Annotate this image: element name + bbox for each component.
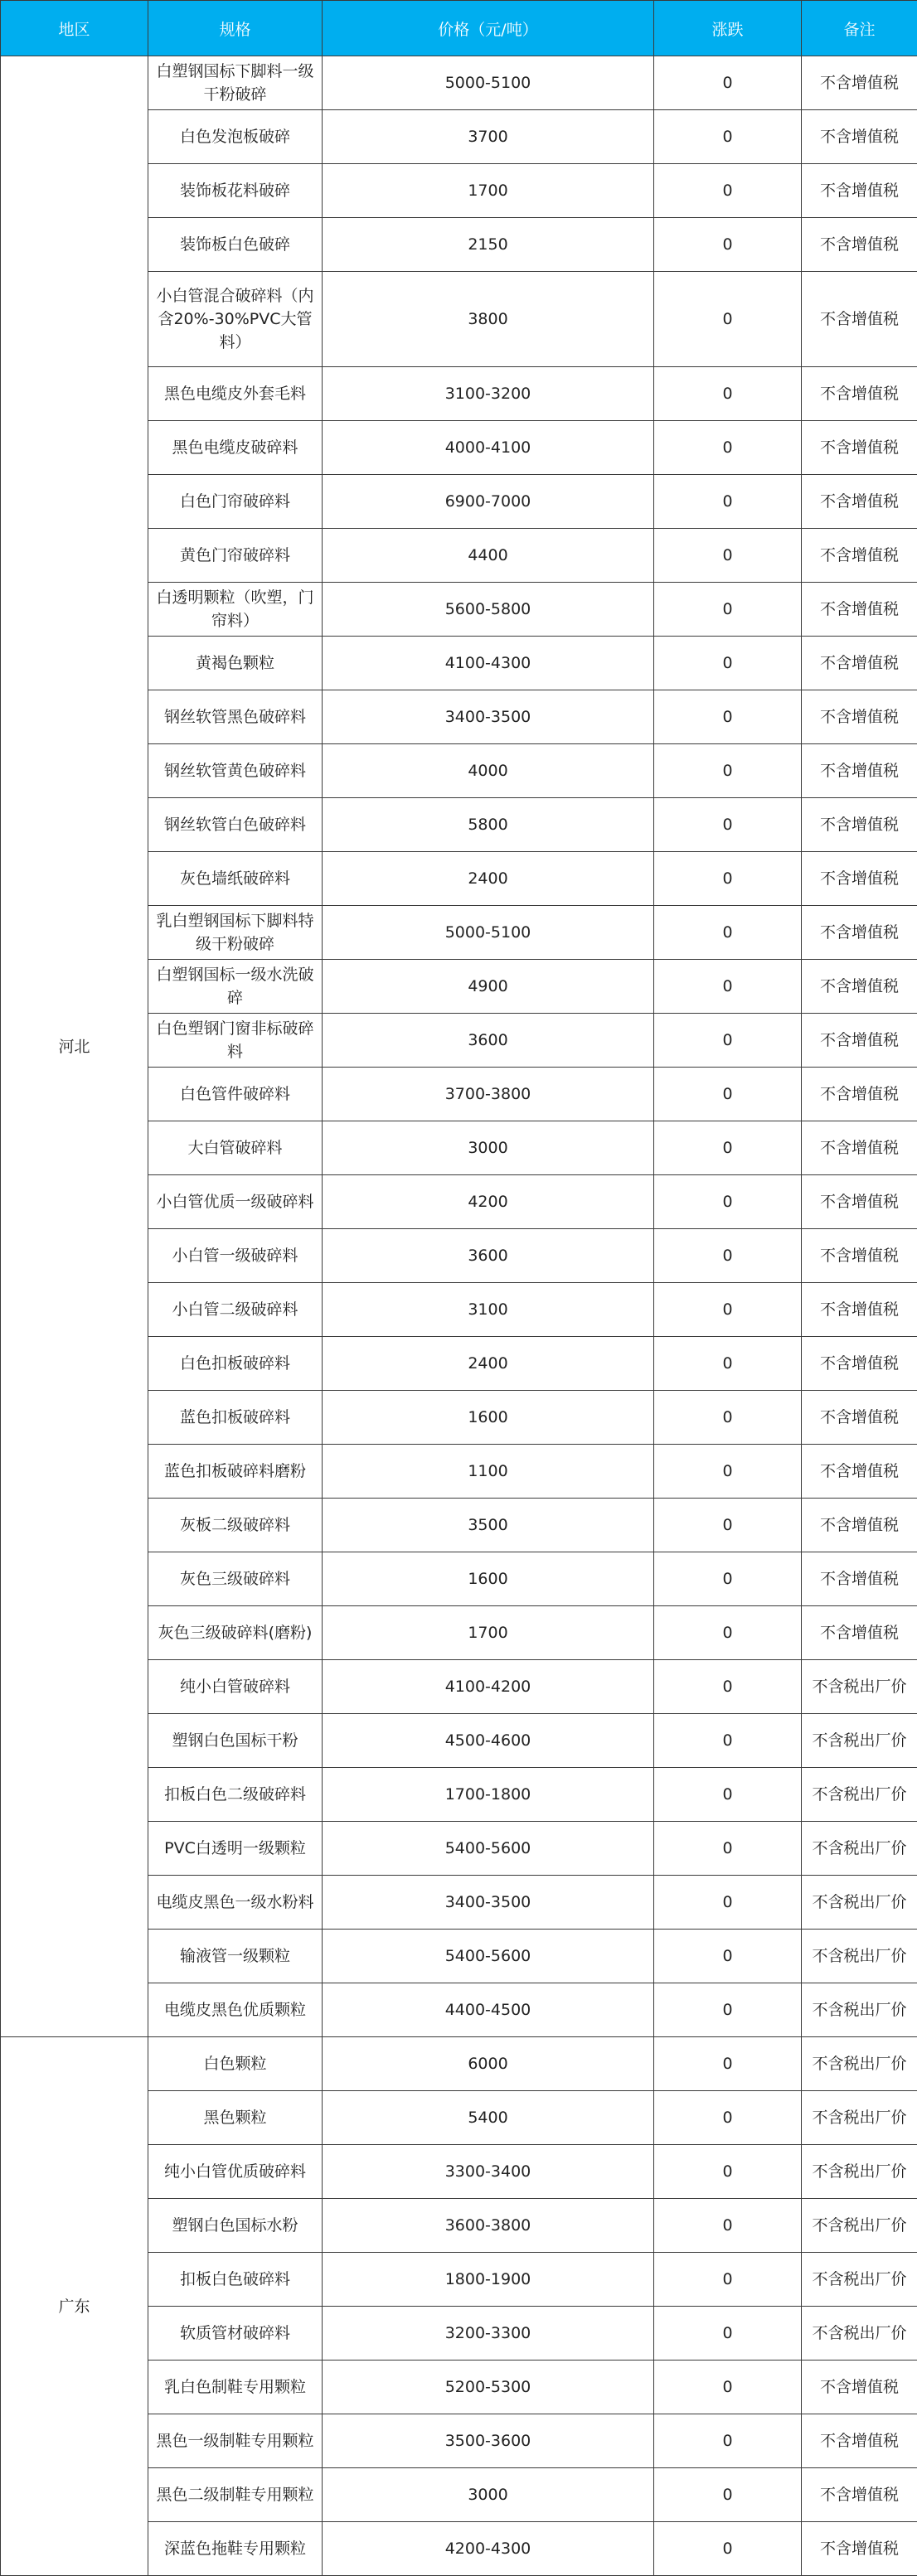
spec-cell: 小白管二级破碎料	[148, 1283, 323, 1337]
price-cell: 4400-4500	[323, 1983, 654, 2037]
note-cell: 不含增值税	[802, 1121, 917, 1175]
change-cell: 0	[654, 2361, 802, 2414]
note-cell: 不含增值税	[802, 1068, 917, 1121]
price-cell: 5800	[323, 798, 654, 852]
change-cell: 0	[654, 1876, 802, 1930]
change-cell: 0	[654, 218, 802, 272]
price-cell: 1700	[323, 164, 654, 218]
note-cell: 不含增值税	[802, 367, 917, 421]
spec-cell: 白色发泡板破碎	[148, 110, 323, 164]
spec-cell: 白透明颗粒（吹塑，门帘料）	[148, 583, 323, 637]
price-cell: 2150	[323, 218, 654, 272]
price-cell: 3500-3600	[323, 2414, 654, 2468]
note-cell: 不含税出厂价	[802, 2253, 917, 2307]
change-cell: 0	[654, 2468, 802, 2522]
note-cell: 不含增值税	[802, 1552, 917, 1606]
spec-cell: 电缆皮黑色优质颗粒	[148, 1983, 323, 2037]
price-cell: 3800	[323, 272, 654, 367]
change-cell: 0	[654, 475, 802, 529]
spec-cell: 扣板白色破碎料	[148, 2253, 323, 2307]
price-cell: 4200-4300	[323, 2522, 654, 2576]
spec-cell: 纯小白管破碎料	[148, 1660, 323, 1714]
price-cell: 6900-7000	[323, 475, 654, 529]
price-cell: 4900	[323, 960, 654, 1014]
spec-cell: 塑钢白色国标水粉	[148, 2199, 323, 2253]
spec-cell: 钢丝软管黄色破碎料	[148, 744, 323, 798]
table-header-row	[1, 1, 917, 56]
change-cell: 0	[654, 906, 802, 960]
price-cell: 1600	[323, 1552, 654, 1606]
note-cell: 不含税出厂价	[802, 1822, 917, 1876]
change-cell: 0	[654, 1606, 802, 1660]
spec-cell: 装饰板白色破碎	[148, 218, 323, 272]
spec-cell: 白塑钢国标一级水洗破碎	[148, 960, 323, 1014]
price-cell: 3300-3400	[323, 2145, 654, 2199]
note-cell: 不含增值税	[802, 852, 917, 906]
change-cell: 0	[654, 744, 802, 798]
spec-cell: 灰色墙纸破碎料	[148, 852, 323, 906]
change-cell: 0	[654, 272, 802, 367]
spec-cell: 灰板二级破碎料	[148, 1499, 323, 1552]
spec-cell: 白色扣板破碎料	[148, 1337, 323, 1391]
note-cell: 不含税出厂价	[802, 2199, 917, 2253]
spec-cell: 黑色电缆皮外套毛料	[148, 367, 323, 421]
spec-cell: 装饰板花料破碎	[148, 164, 323, 218]
header-change: 涨跌	[654, 1, 802, 56]
change-cell: 0	[654, 798, 802, 852]
spec-cell: 纯小白管优质破碎料	[148, 2145, 323, 2199]
note-cell: 不含增值税	[802, 164, 917, 218]
price-cell: 4200	[323, 1175, 654, 1229]
change-cell: 0	[654, 637, 802, 690]
spec-cell: 小白管优质一级破碎料	[148, 1175, 323, 1229]
price-cell: 4000-4100	[323, 421, 654, 475]
spec-cell: 白色管件破碎料	[148, 1068, 323, 1121]
price-cell: 3500	[323, 1499, 654, 1552]
price-cell: 1100	[323, 1445, 654, 1499]
change-cell: 0	[654, 2414, 802, 2468]
region-cell: 广东	[1, 2037, 148, 2576]
change-cell: 0	[654, 1714, 802, 1768]
spec-cell: 白色塑钢门窗非标破碎料	[148, 1014, 323, 1068]
note-cell: 不含增值税	[802, 1391, 917, 1445]
spec-cell: 白塑钢国标下脚料一级干粉破碎	[148, 56, 323, 110]
change-cell: 0	[654, 2199, 802, 2253]
price-cell: 4500-4600	[323, 1714, 654, 1768]
note-cell: 不含增值税	[802, 2468, 917, 2522]
price-cell: 3700-3800	[323, 1068, 654, 1121]
change-cell: 0	[654, 2145, 802, 2199]
spec-cell: 黑色颗粒	[148, 2091, 323, 2145]
price-cell: 4100-4300	[323, 637, 654, 690]
spec-cell: 大白管破碎料	[148, 1121, 323, 1175]
spec-cell: 蓝色扣板破碎料磨粉	[148, 1445, 323, 1499]
note-cell: 不含增值税	[802, 1175, 917, 1229]
price-cell: 3600	[323, 1014, 654, 1068]
note-cell: 不含税出厂价	[802, 1714, 917, 1768]
table-body	[1, 56, 917, 2576]
note-cell: 不含税出厂价	[802, 1930, 917, 1983]
note-cell: 不含增值税	[802, 2522, 917, 2576]
note-cell: 不含税出厂价	[802, 2091, 917, 2145]
spec-cell: 扣板白色二级破碎料	[148, 1768, 323, 1822]
note-cell: 不含增值税	[802, 744, 917, 798]
price-cell: 3600	[323, 1229, 654, 1283]
price-cell: 6000	[323, 2037, 654, 2091]
note-cell: 不含增值税	[802, 56, 917, 110]
price-cell: 3200-3300	[323, 2307, 654, 2361]
spec-cell: 蓝色扣板破碎料	[148, 1391, 323, 1445]
note-cell: 不含增值税	[802, 110, 917, 164]
change-cell: 0	[654, 2253, 802, 2307]
note-cell: 不含税出厂价	[802, 1660, 917, 1714]
change-cell: 0	[654, 583, 802, 637]
change-cell: 0	[654, 690, 802, 744]
price-cell: 1800-1900	[323, 2253, 654, 2307]
spec-cell: 钢丝软管白色破碎料	[148, 798, 323, 852]
change-cell: 0	[654, 1822, 802, 1876]
note-cell: 不含增值税	[802, 218, 917, 272]
price-cell: 5400-5600	[323, 1822, 654, 1876]
change-cell: 0	[654, 1175, 802, 1229]
price-cell: 5600-5800	[323, 583, 654, 637]
spec-cell: 乳白塑钢国标下脚料特级干粉破碎	[148, 906, 323, 960]
note-cell: 不含增值税	[802, 1014, 917, 1068]
note-cell: 不含税出厂价	[802, 2307, 917, 2361]
note-cell: 不含增值税	[802, 1499, 917, 1552]
note-cell: 不含增值税	[802, 1606, 917, 1660]
header-spec: 规格	[148, 1, 323, 56]
change-cell: 0	[654, 421, 802, 475]
note-cell: 不含增值税	[802, 1229, 917, 1283]
spec-cell: 塑钢白色国标干粉	[148, 1714, 323, 1768]
change-cell: 0	[654, 1445, 802, 1499]
price-cell: 5000-5100	[323, 906, 654, 960]
change-cell: 0	[654, 1930, 802, 1983]
price-cell: 3700	[323, 110, 654, 164]
change-cell: 0	[654, 1121, 802, 1175]
spec-cell: 黄色门帘破碎料	[148, 529, 323, 583]
note-cell: 不含增值税	[802, 421, 917, 475]
spec-cell: 黑色电缆皮破碎料	[148, 421, 323, 475]
header-region: 地区	[1, 1, 148, 56]
change-cell: 0	[654, 56, 802, 110]
spec-cell: 灰色三级破碎料(磨粉)	[148, 1606, 323, 1660]
note-cell: 不含税出厂价	[802, 1768, 917, 1822]
change-cell: 0	[654, 1391, 802, 1445]
spec-cell: 白色门帘破碎料	[148, 475, 323, 529]
price-cell: 3100	[323, 1283, 654, 1337]
change-cell: 0	[654, 1768, 802, 1822]
change-cell: 0	[654, 1229, 802, 1283]
change-cell: 0	[654, 367, 802, 421]
change-cell: 0	[654, 852, 802, 906]
spec-cell: 小白管一级破碎料	[148, 1229, 323, 1283]
price-cell: 3000	[323, 2468, 654, 2522]
change-cell: 0	[654, 2091, 802, 2145]
note-cell: 不含增值税	[802, 583, 917, 637]
change-cell: 0	[654, 1660, 802, 1714]
note-cell: 不含增值税	[802, 690, 917, 744]
price-cell: 2400	[323, 852, 654, 906]
note-cell: 不含增值税	[802, 2361, 917, 2414]
change-cell: 0	[654, 1552, 802, 1606]
change-cell: 0	[654, 2037, 802, 2091]
note-cell: 不含增值税	[802, 529, 917, 583]
table-row	[1, 2037, 917, 2091]
table-row	[1, 56, 917, 110]
note-cell: 不含增值税	[802, 798, 917, 852]
header-note: 备注	[802, 1, 917, 56]
price-cell: 2400	[323, 1337, 654, 1391]
price-cell: 3400-3500	[323, 1876, 654, 1930]
spec-cell: 小白管混合破碎料（内含20%-30%PVC大管料）	[148, 272, 323, 367]
spec-cell: 黄褐色颗粒	[148, 637, 323, 690]
note-cell: 不含增值税	[802, 1283, 917, 1337]
note-cell: 不含增值税	[802, 2414, 917, 2468]
note-cell: 不含增值税	[802, 475, 917, 529]
spec-cell: 白色颗粒	[148, 2037, 323, 2091]
note-cell: 不含税出厂价	[802, 1876, 917, 1930]
price-cell: 1600	[323, 1391, 654, 1445]
price-cell: 3000	[323, 1121, 654, 1175]
spec-cell: 乳白色制鞋专用颗粒	[148, 2361, 323, 2414]
change-cell: 0	[654, 2307, 802, 2361]
price-cell: 5200-5300	[323, 2361, 654, 2414]
price-cell: 3100-3200	[323, 367, 654, 421]
spec-cell: 灰色三级破碎料	[148, 1552, 323, 1606]
note-cell: 不含增值税	[802, 637, 917, 690]
change-cell: 0	[654, 110, 802, 164]
spec-cell: 软质管材破碎料	[148, 2307, 323, 2361]
change-cell: 0	[654, 1283, 802, 1337]
price-cell: 1700-1800	[323, 1768, 654, 1822]
header-price: 价格（元/吨）	[323, 1, 654, 56]
price-cell: 1700	[323, 1606, 654, 1660]
note-cell: 不含增值税	[802, 960, 917, 1014]
note-cell: 不含税出厂价	[802, 2037, 917, 2091]
note-cell: 不含增值税	[802, 906, 917, 960]
change-cell: 0	[654, 2522, 802, 2576]
spec-cell: 黑色一级制鞋专用颗粒	[148, 2414, 323, 2468]
change-cell: 0	[654, 1983, 802, 2037]
change-cell: 0	[654, 1068, 802, 1121]
change-cell: 0	[654, 529, 802, 583]
change-cell: 0	[654, 164, 802, 218]
spec-cell: 钢丝软管黑色破碎料	[148, 690, 323, 744]
note-cell: 不含增值税	[802, 272, 917, 367]
price-cell: 4000	[323, 744, 654, 798]
note-cell: 不含税出厂价	[802, 2145, 917, 2199]
note-cell: 不含增值税	[802, 1445, 917, 1499]
change-cell: 0	[654, 1014, 802, 1068]
spec-cell: 电缆皮黑色一级水粉料	[148, 1876, 323, 1930]
note-cell: 不含增值税	[802, 1337, 917, 1391]
price-cell: 4100-4200	[323, 1660, 654, 1714]
spec-cell: 黑色二级制鞋专用颗粒	[148, 2468, 323, 2522]
spec-cell: PVC白透明一级颗粒	[148, 1822, 323, 1876]
price-cell: 4400	[323, 529, 654, 583]
region-cell: 河北	[1, 56, 148, 2037]
price-cell: 5400-5600	[323, 1930, 654, 1983]
note-cell: 不含税出厂价	[802, 1983, 917, 2037]
price-cell: 3400-3500	[323, 690, 654, 744]
price-cell: 3600-3800	[323, 2199, 654, 2253]
change-cell: 0	[654, 1337, 802, 1391]
spec-cell: 输液管一级颗粒	[148, 1930, 323, 1983]
change-cell: 0	[654, 960, 802, 1014]
price-cell: 5400	[323, 2091, 654, 2145]
price-cell: 5000-5100	[323, 56, 654, 110]
spec-cell: 深蓝色拖鞋专用颗粒	[148, 2522, 323, 2576]
change-cell: 0	[654, 1499, 802, 1552]
